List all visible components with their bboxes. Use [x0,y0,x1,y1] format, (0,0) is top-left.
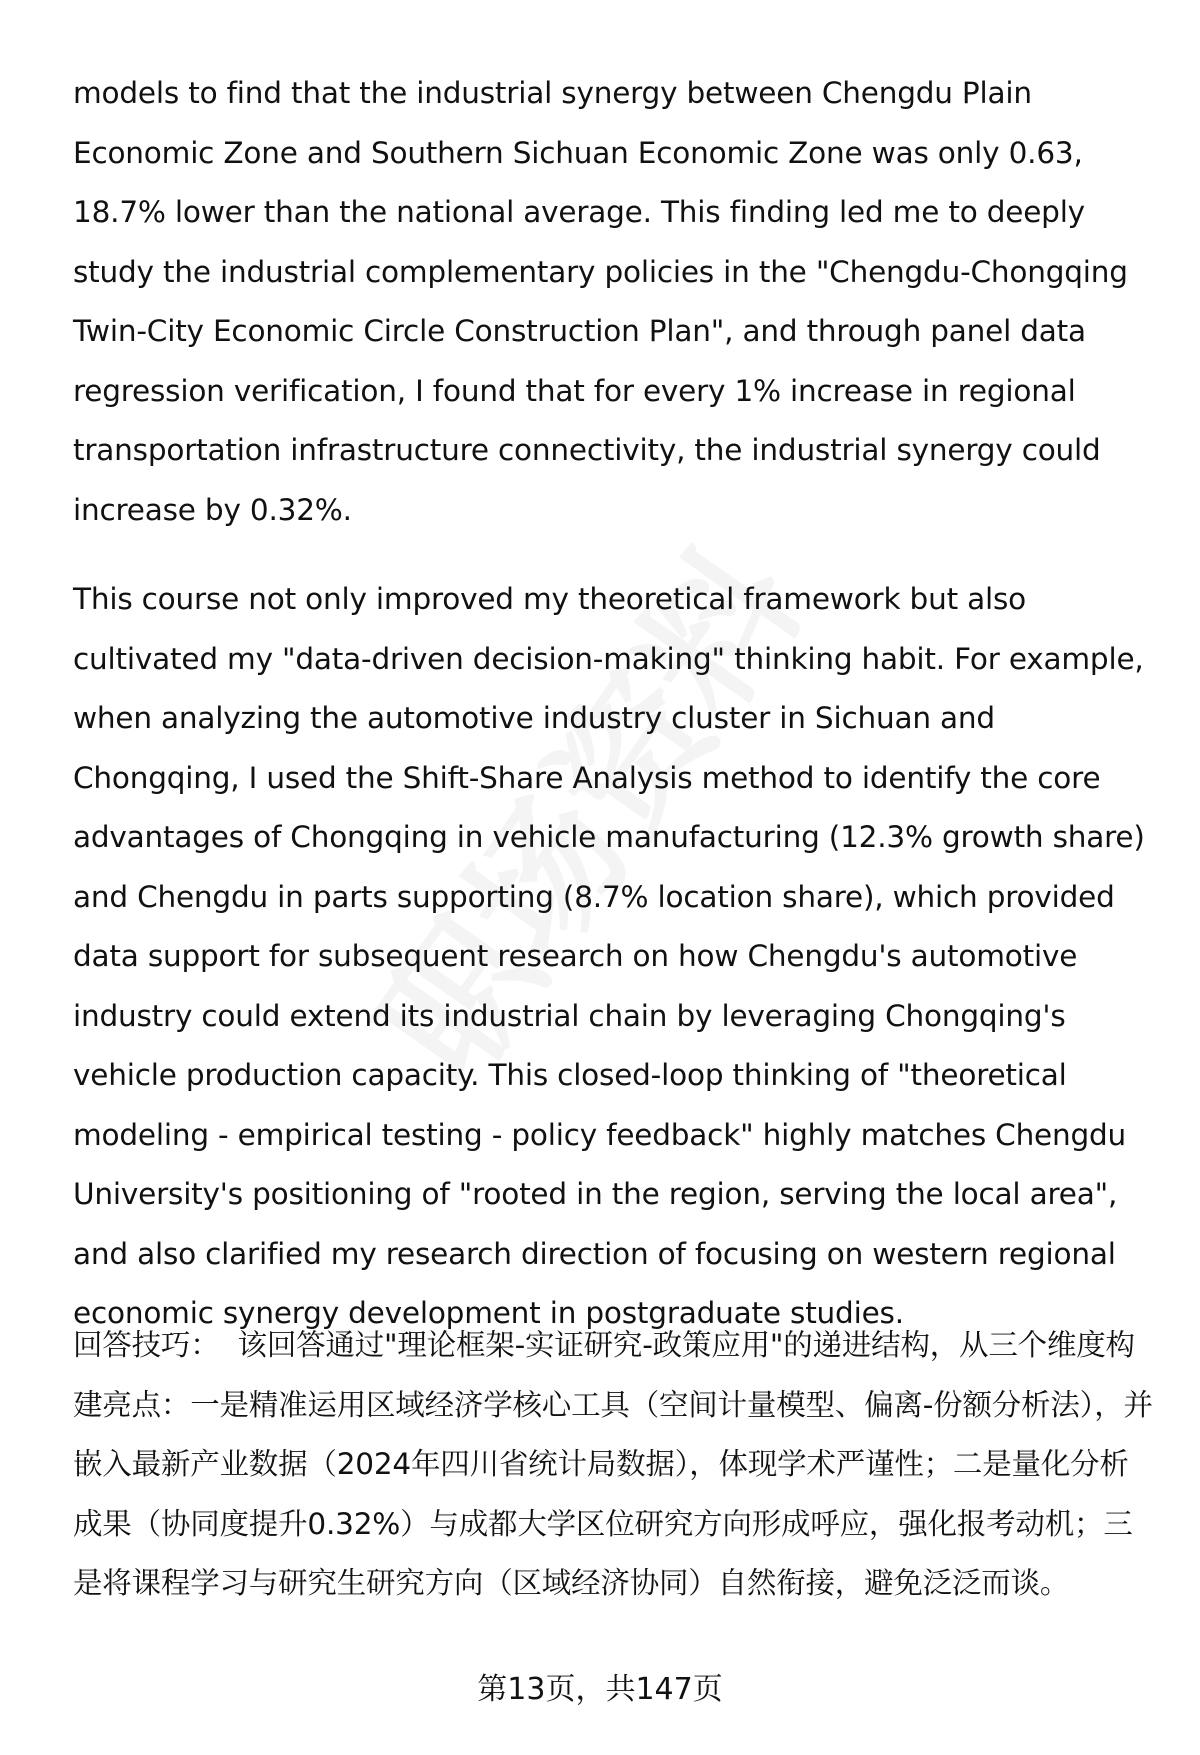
paragraph-2: This course not only improved my theoretical framework but also cultivated my "data-driven decision-making" thinking habit. For example, when analyzing the automotive industry cluster in Sichuan and Chongqing, I used the Shift-Share Analysis method to identify the core advantages of Chongqing in vehicle manufacturing (12.3% growth share) and Chengdu in parts supporting (8.7% location share), which provided data support for subsequent research on how Chengdu's automotive industry could extend its industrial chain by leveraging Chongqing's vehicle production capacity. This closed-loop thinking of "theoretical modeling - empirical testing - policy feedback" highly matches Chengdu University's positioning of "rooted in the region, serving the local area", and also clarified my research direction of focusing on western regional economic synergy development in postgraduate studies. [73,582,1145,1330]
paragraph-1: models to find that the industrial synergy between Chengdu Plain Economic Zone and Southern Sichuan Economic Zone was only 0.63, 18.7% lower than the national average. This finding led me to deeply study the industrial complementary policies in the "Chengdu-Chongqing Twin-City Economic Circle Construction Plan", and through panel data regression verification, I found that for every 1% increase in regional transportation infrastructure connectivity, the industrial synergy could increase by 0.32%. [73,76,1128,527]
answer-tips-label: 回答技巧： [73,1328,220,1362]
answer-tips [73,1316,1153,1614]
answer-tips-text: 该回答通过"理论框架-实证研究-政策应用"的递进结构，从三个维度构建亮点：一是精准运用区域经济学核心工具（空间计量模型、偏离-份额分析法），并嵌入最新产业数据（2024年四川省统计局数据），体现学术严谨性；二是量化分析成果（协同度提升0.32%）与成都大学区位研究方向形成呼应，强化报考动机；三是将课程学习与研究生研究方向（区域经济协同）自然衔接，避免泛泛而谈。 [73,1328,1153,1600]
page-number: 第13页，共147页 [477,1672,723,1707]
body-text [73,64,1153,1344]
